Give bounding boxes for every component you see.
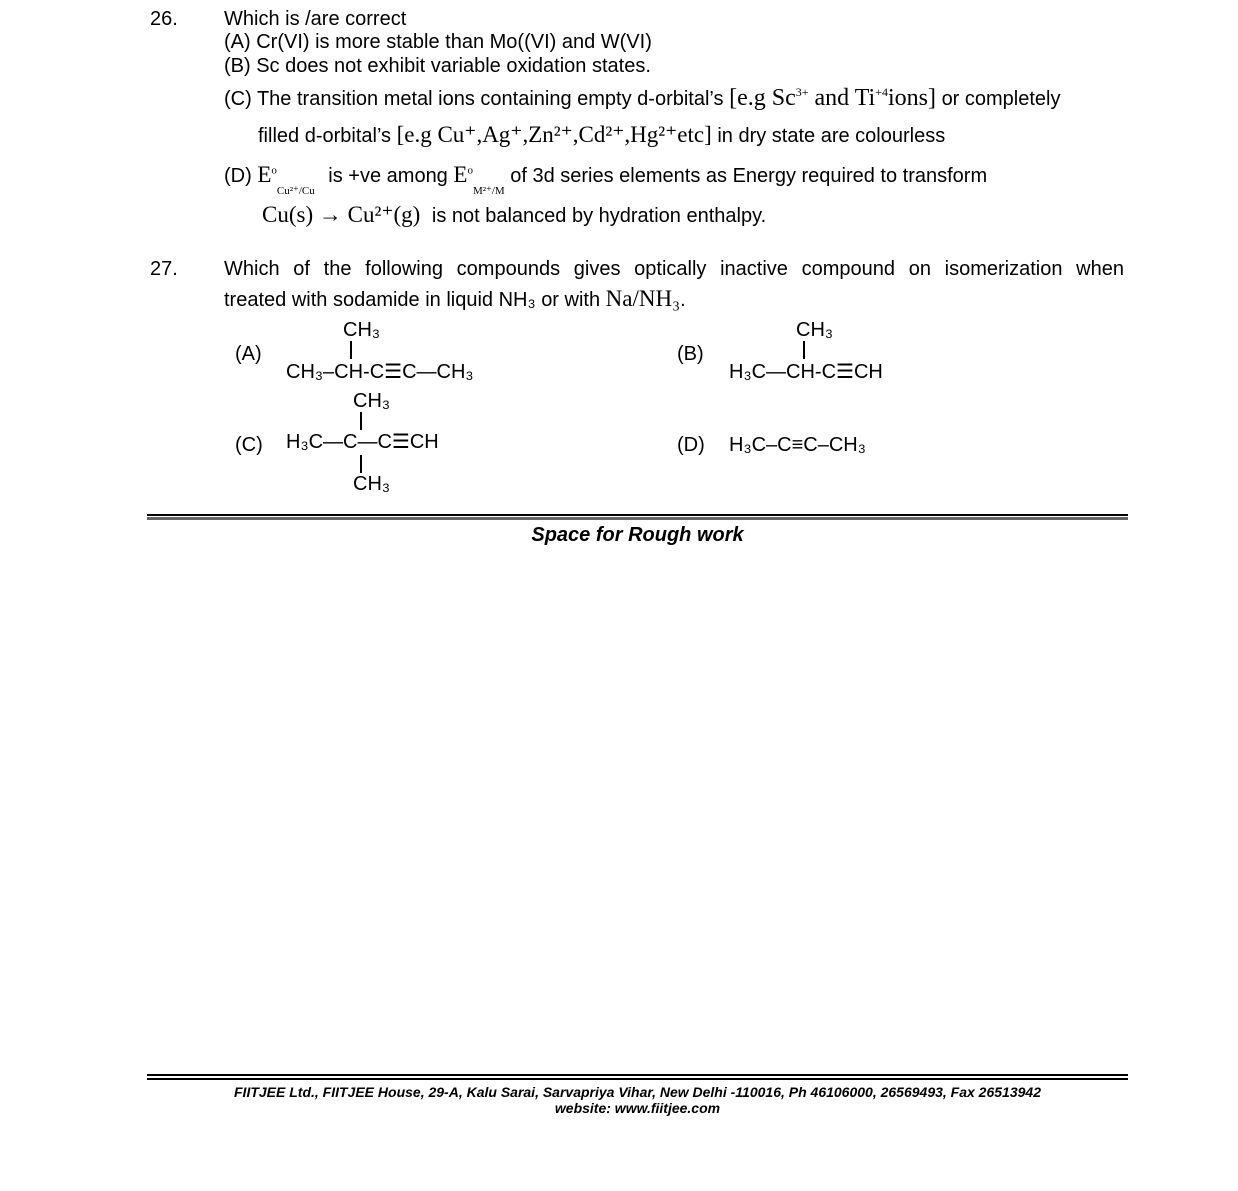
option-b: (B) Sc does not exhibit variable oxidation states. — [224, 55, 651, 77]
option-d-label: (D) — [677, 434, 705, 456]
footer-website: website: www.fiitjee.com — [554, 1100, 721, 1116]
question-number: 27. — [150, 258, 178, 280]
option-c-text-4: in dry state are colourless — [717, 125, 946, 147]
option-c-substituent-top: CH₃ — [353, 390, 391, 412]
stem-period: . — [680, 289, 686, 311]
option-c-text-3: filled d-orbital’s — [258, 125, 392, 147]
separator-line — [147, 517, 1128, 520]
reagent: Na/NH₃ — [605, 286, 681, 311]
option-d-text-2: of 3d series elements as Energy required to transform — [510, 165, 988, 187]
standard-sign: o — [271, 164, 277, 177]
option-c-text: The transition metal ions containing empty d-orbital’s — [256, 88, 724, 110]
separator-line — [147, 514, 1128, 516]
option-d-text-3: is not balanced by hydration enthalpy. — [431, 205, 767, 227]
option-d-formula: H₃C–C≡C–CH₃ — [729, 434, 866, 456]
option-c-line1 — [224, 86, 1061, 110]
bond-line — [350, 341, 352, 359]
option-d-text: is +ve among — [328, 165, 448, 187]
e-symbol: E — [257, 162, 272, 187]
eg-suffix: ions] — [888, 85, 936, 111]
question-stem: Which is /are correct — [224, 8, 407, 30]
option-a-substituent: CH₃ — [343, 319, 381, 341]
standard-sign: o — [467, 164, 473, 177]
option-c-label: (C) — [224, 88, 252, 110]
sc-charge: 3+ — [795, 85, 809, 99]
reaction-equation: Cu(s) → Cu²⁺(g) — [262, 202, 421, 227]
option-c-text-2: or completely — [941, 88, 1061, 110]
stem-text: treated with sodamide in liquid NH₃ or with — [224, 289, 601, 311]
option-b-chain: H₃C—CH-C☰CH — [729, 361, 883, 383]
cu-couple: Cu²⁺/Cu — [276, 184, 315, 197]
option-c-label: (C) — [235, 434, 263, 456]
option-d-label: (D) — [224, 165, 252, 187]
footer-rule — [147, 1074, 1128, 1076]
option-c-line2 — [258, 123, 945, 146]
m-couple: M²⁺/M — [472, 184, 505, 197]
ti-charge: +4 — [875, 85, 888, 99]
bond-line — [360, 455, 362, 473]
bond-line — [360, 412, 362, 430]
option-a-label: (A) — [235, 343, 262, 365]
option-a: (A) Cr(VI) is more stable than Mo((VI) and W(VI) — [224, 31, 652, 53]
question-number: 26. — [150, 8, 178, 30]
eg-mid: and Ti — [808, 85, 876, 111]
footer-rule — [147, 1078, 1128, 1080]
question-stem: Which of the following compounds gives optically inactive compound on isomerization when — [224, 258, 1124, 280]
option-c-example-2: [e.g Cu⁺,Ag⁺,Zn²⁺,Cd²⁺,Hg²⁺etc] — [396, 122, 712, 147]
rough-work-heading: Space for Rough work — [531, 524, 744, 546]
option-c-substituent-bottom: CH₃ — [353, 473, 391, 495]
electrode-potential-cu — [257, 162, 315, 197]
option-b-substituent: CH₃ — [796, 319, 834, 341]
question-stem-line2 — [224, 287, 686, 310]
electrode-potential-m — [453, 162, 505, 197]
option-b-label: (B) — [677, 343, 704, 365]
option-c-chain: H₃C—C—C☰CH — [286, 431, 439, 453]
option-c-example-1 — [729, 85, 936, 111]
footer-address: FIITJEE Ltd., FIITJEE House, 29-A, Kalu Sarai, Sarvapriya Vihar, New Delhi -110016, Ph 46106000, 26569493, Fax 26513942 — [234, 1084, 1041, 1100]
option-d-line1 — [224, 162, 988, 197]
eg-prefix: [e.g Sc — [729, 85, 796, 111]
e-symbol: E — [453, 162, 468, 187]
option-a-chain: CH₃–CH-C☰C—CH₃ — [286, 361, 474, 383]
option-d-line2 — [262, 203, 766, 226]
bond-line — [803, 341, 805, 359]
